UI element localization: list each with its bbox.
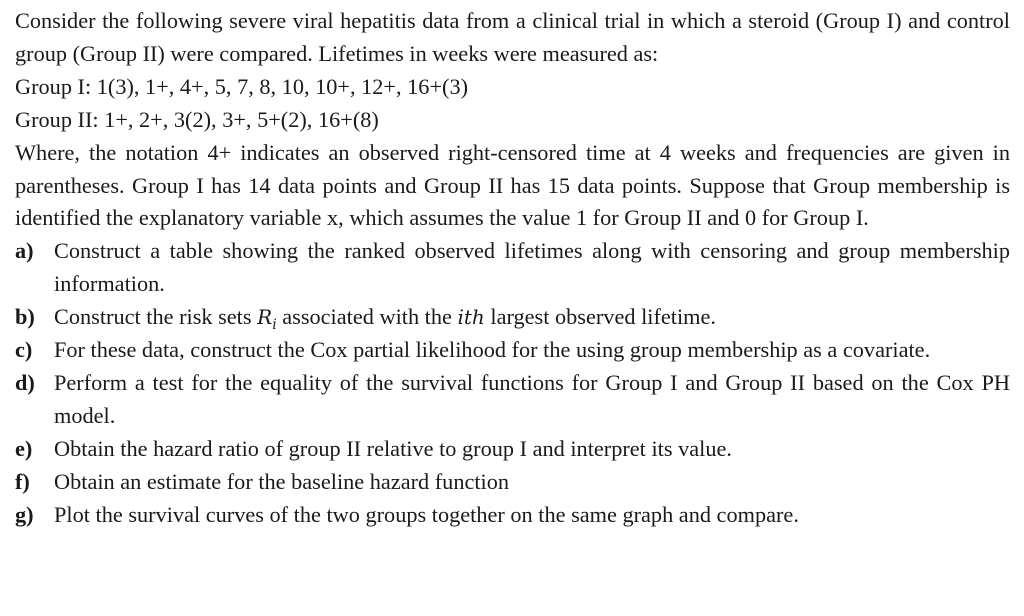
question-c [15,334,1010,367]
question-marker: c) [15,337,33,363]
question-d [15,367,1010,433]
question-text: For these data, construct the Cox partial likelihood for the using group membership as a covariate. [54,337,931,363]
question-text-before: Construct the risk sets [54,304,258,330]
intro-paragraph: Consider the following severe viral hepatitis data from a clinical trial in which a steroid (Group I) and control group (Group II) were compared. Lifetimes in weeks were measured as: [15,8,1010,66]
question-text: Perform a test for the equality of the survival functions for Group I and Group II based on the Cox PH model. [54,369,1010,428]
group-one-data: Group I: 1(3), 1+, 4+, 5, 7, 8, 10, 10+, 12+, 16+(3) [15,73,469,99]
question-text: Obtain an estimate for the baseline hazard function [54,468,510,494]
question-f [15,466,1010,499]
group-two-data: Group II: 1+, 2+, 3(2), 3+, 5+(2), 16+(8) [15,106,379,132]
question-marker: d) [15,369,35,395]
risk-set-symbol: $R_i$ [257,305,277,334]
question-g [15,499,1010,532]
question-marker: g) [15,501,34,527]
question-text: Obtain the hazard ratio of group II relative to group I and interpret its value. [54,435,732,461]
question-text: Plot the survival curves of the two groups together on the same graph and compare. [54,501,799,527]
question-marker: f) [15,468,30,494]
question-a [15,235,1010,301]
question-marker: e) [15,435,33,461]
document [15,5,1010,532]
question-e [15,433,1010,466]
question-text-after: largest observed lifetime. [484,304,716,330]
question-list [15,235,1010,531]
question-marker: a) [15,238,34,264]
question-marker: b) [15,304,35,330]
question-text: Construct a table showing the ranked observed lifetimes along with censoring and group membership information. [54,238,1010,297]
ith-symbol: ith [457,305,485,330]
question-b [15,301,1010,334]
explanation-paragraph: Where, the notation 4+ indicates an observed right-censored time at 4 weeks and frequencies are given in parentheses. Group I has 14 data points and Group II has 15 data points. Suppose that Group membership is identified the explanatory variable x, which assumes the value 1 for Group II and 0 for Group I. [15,139,1010,231]
question-text-middle: associated with the [276,304,458,330]
